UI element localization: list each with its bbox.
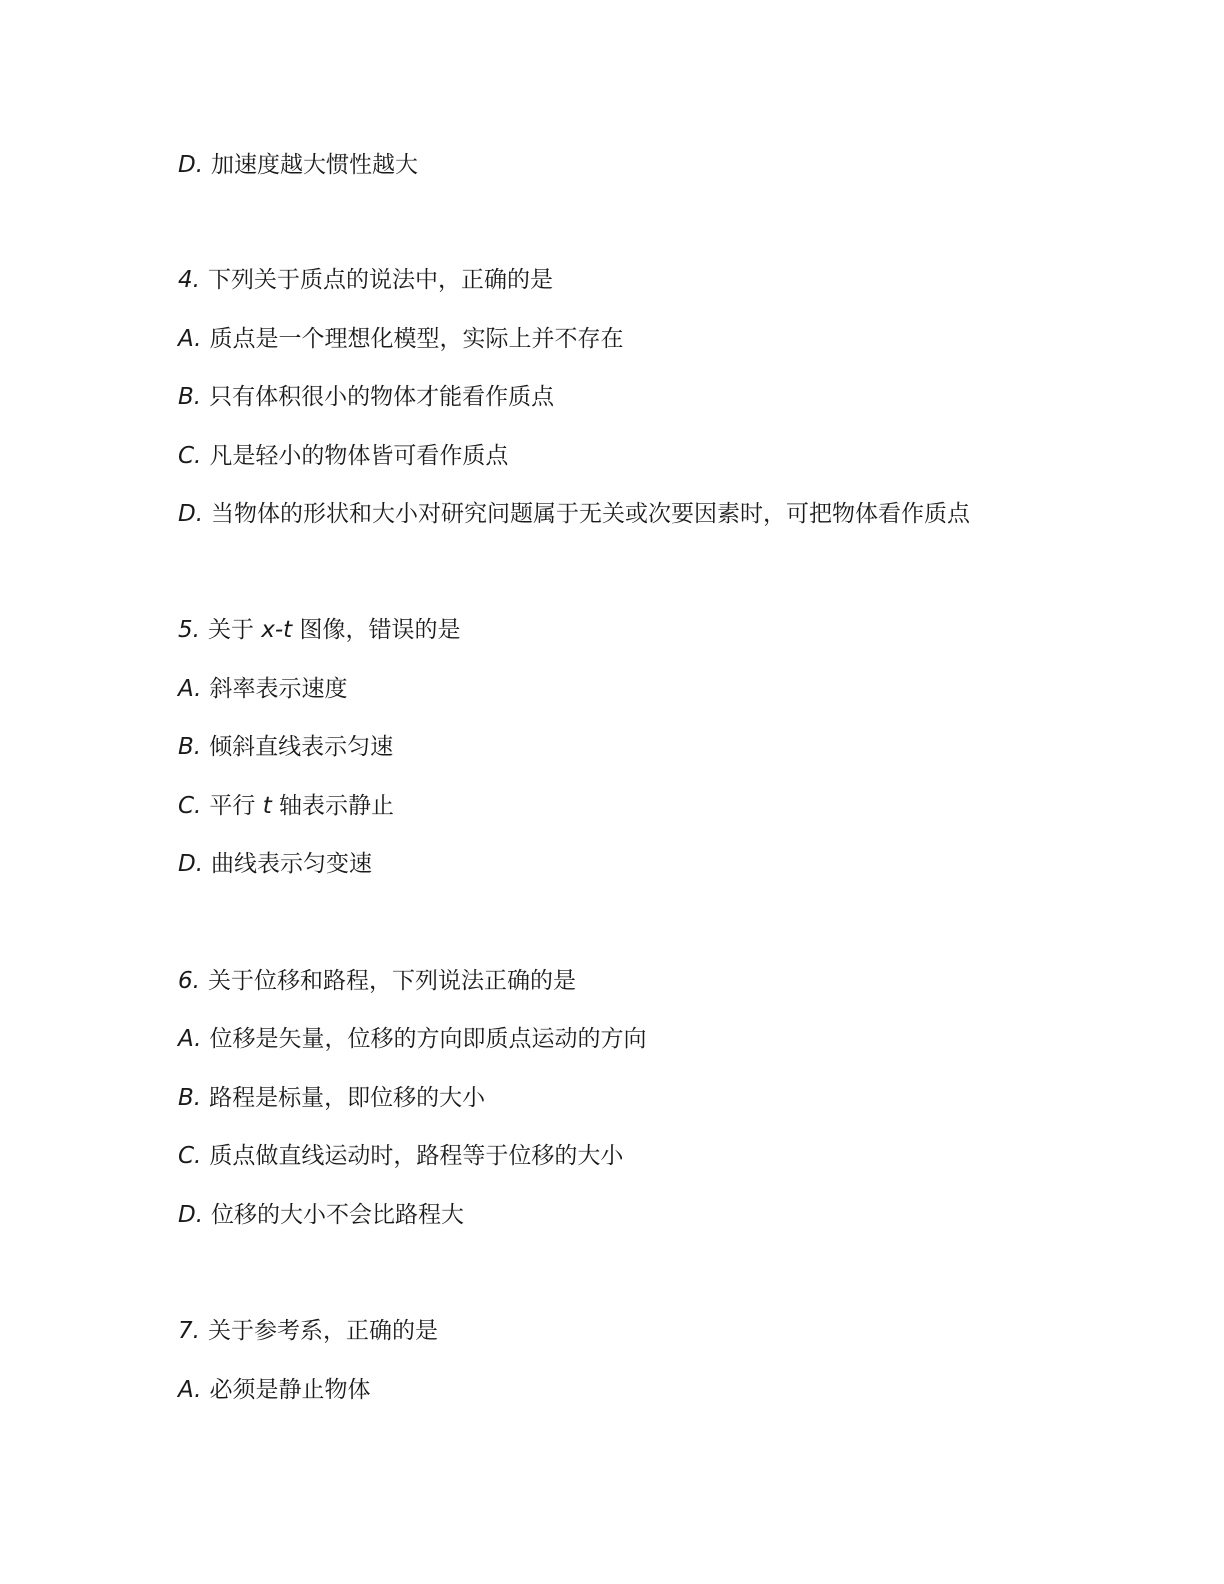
- q5-option-a: [178, 674, 347, 704]
- option-text: 质点做直线运动时，路程等于位移的大小: [209, 1143, 624, 1169]
- q6-option-b: [178, 1083, 485, 1113]
- option-text: 只有体积很小的物体才能看作质点: [209, 384, 555, 410]
- option-text: 质点是一个理想化模型，实际上并不存在: [209, 326, 624, 352]
- option-text: 位移的大小不会比路程大: [211, 1202, 465, 1228]
- option-label: D.: [178, 501, 204, 527]
- q5-option-b: [178, 732, 393, 762]
- option-label: B.: [178, 734, 202, 760]
- q6-option-a: [178, 1024, 646, 1054]
- variable-t: t: [262, 793, 272, 819]
- option-text: 必须是静止物体: [209, 1377, 371, 1403]
- option-text: 曲线表示匀变速: [211, 851, 373, 877]
- q4-option-b: [178, 382, 554, 412]
- q6-stem: [178, 966, 576, 996]
- q4-option-d: [178, 499, 970, 529]
- option-label: A.: [178, 1026, 202, 1052]
- option-label: C.: [178, 1143, 202, 1169]
- option-text: 斜率表示速度: [209, 676, 348, 702]
- question-text-prefix: 关于: [207, 617, 254, 643]
- option-label: C.: [178, 443, 202, 469]
- variable-x-t: x-t: [261, 617, 293, 643]
- option-label: A.: [178, 676, 202, 702]
- option-label: B.: [178, 1085, 202, 1111]
- question-text: 关于参考系，正确的是: [207, 1318, 438, 1344]
- option-text: 位移是矢量，位移的方向即质点运动的方向: [209, 1026, 647, 1052]
- question-number: 6.: [178, 968, 200, 994]
- q7-stem: [178, 1316, 438, 1346]
- q3-option-d: [178, 150, 418, 180]
- q5-option-c: [178, 791, 394, 821]
- option-text: 凡是轻小的物体皆可看作质点: [209, 443, 509, 469]
- question-text-suffix: 图像，错误的是: [299, 617, 461, 643]
- option-label: D.: [178, 851, 204, 877]
- q4-stem: [178, 265, 553, 295]
- question-text: 下列关于质点的说法中，正确的是: [207, 267, 553, 293]
- option-label: D.: [178, 152, 204, 178]
- q6-option-d: [178, 1200, 464, 1230]
- q6-option-c: [178, 1141, 623, 1171]
- question-number: 5.: [178, 617, 200, 643]
- q4-option-a: [178, 324, 623, 354]
- option-text: 加速度越大惯性越大: [211, 152, 419, 178]
- option-label: A.: [178, 1377, 202, 1403]
- option-text-suffix: 轴表示静止: [279, 793, 395, 819]
- q5-stem: [178, 615, 461, 645]
- q4-option-c: [178, 441, 508, 471]
- q7-option-a: [178, 1375, 370, 1405]
- option-label: D.: [178, 1202, 204, 1228]
- option-label: B.: [178, 384, 202, 410]
- q5-option-d: [178, 849, 372, 879]
- option-label: C.: [178, 793, 202, 819]
- option-label: A.: [178, 326, 202, 352]
- option-text: 路程是标量，即位移的大小: [209, 1085, 486, 1111]
- question-number: 4.: [178, 267, 200, 293]
- option-text: 倾斜直线表示匀速: [209, 734, 394, 760]
- option-text: 当物体的形状和大小对研究问题属于无关或次要因素时，可把物体看作质点: [211, 501, 971, 527]
- option-text-prefix: 平行: [209, 793, 256, 819]
- question-number: 7.: [178, 1318, 200, 1344]
- question-text: 关于位移和路程，下列说法正确的是: [207, 968, 576, 994]
